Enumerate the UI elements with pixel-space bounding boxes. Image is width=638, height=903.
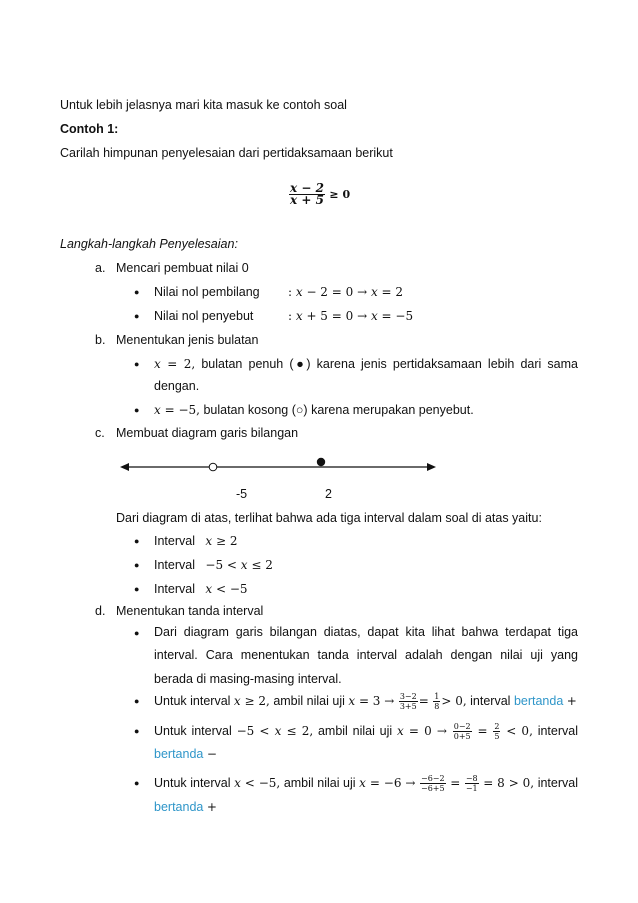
step-a-item2-label: Nilai nol penyebut: [154, 309, 254, 323]
interval-2: [154, 557, 273, 573]
step-b-item2-math: 𝑥 = −5,: [154, 403, 200, 417]
step-b-item1-math: 𝑥 = 2,: [154, 357, 196, 371]
interval-1-label: Interval: [154, 534, 195, 548]
step-b-item1-cont: dengan.: [154, 379, 200, 393]
case-3-frac1: [420, 774, 446, 793]
case-1-interval: 𝑥 ≥ 2,: [233, 694, 270, 708]
interval-1: [154, 533, 238, 549]
task-text: Carilah himpunan penyelesaian dari pertidaksamaan berikut: [60, 146, 393, 160]
case-2-eq: =: [477, 724, 488, 738]
case-3-test: 𝑥 = −6 →: [359, 776, 416, 790]
example-title: Contoh 1:: [60, 122, 119, 136]
case-3-frac2-den: −1: [465, 784, 478, 794]
step-b-item2-text: bulatan kosong (○) karena merupakan penyebut.: [203, 403, 474, 417]
interval-1-math: 𝑥 ≥ 2: [205, 534, 238, 548]
interval-3-label: Interval: [154, 582, 195, 596]
case-2: [154, 719, 578, 743]
case-1-frac2-den: 8: [434, 702, 440, 712]
case-1-frac1-den: 3+5: [399, 702, 417, 712]
bullet-icon: ●: [134, 628, 140, 638]
step-b-item1: [154, 356, 578, 372]
step-a-label: a.: [95, 261, 106, 275]
interval-2-label: Interval: [154, 558, 195, 572]
case-1-text: Untuk interval: [154, 694, 231, 708]
case-2-frac1: [453, 722, 472, 741]
bullet-icon: ●: [134, 696, 140, 706]
case-3-sign: +: [206, 800, 217, 814]
case-3-text: Untuk interval: [154, 776, 231, 790]
case-3-frac1-den: −6+5: [421, 784, 445, 794]
case-3-text3: interval: [537, 776, 578, 790]
main-fraction-num: x − 2: [290, 181, 324, 195]
bullet-icon: ●: [134, 405, 140, 415]
case-3-frac2: [465, 774, 479, 793]
interval-2-math: −5 < 𝑥 ≤ 2: [205, 558, 273, 572]
case-1-test: 𝑥 = 3 →: [348, 694, 395, 708]
bullet-icon: ●: [134, 311, 140, 321]
number-line: [118, 452, 448, 482]
case-3-interval: 𝑥 < −5,: [234, 776, 281, 790]
case-2-sign-word: bertanda: [154, 747, 204, 761]
main-inequality-rel: ≥ 0: [329, 187, 351, 201]
bullet-icon: ●: [134, 359, 140, 369]
open-circle-marker: [209, 463, 217, 471]
case-2-text3: interval: [537, 724, 578, 738]
case-2-frac2: [493, 722, 500, 741]
case-3-text2: ambil nilai uji: [283, 776, 356, 790]
case-2-frac1-num: 0−2: [453, 722, 471, 732]
tick-label-right: 2: [325, 487, 332, 501]
case-3-cont: [154, 799, 217, 815]
case-3-frac2-num: −8: [465, 774, 478, 784]
bullet-icon: ●: [134, 287, 140, 297]
steps-title: Langkah-langkah Penyelesaian:: [60, 237, 238, 251]
filled-circle-marker: [317, 458, 325, 466]
step-c-label: c.: [95, 426, 105, 440]
case-3-result: = 8 > 0,: [483, 776, 535, 790]
step-a-item1-label: Nilai nol pembilang: [154, 285, 260, 299]
bullet-icon: ●: [134, 778, 140, 788]
step-b-label: b.: [95, 333, 106, 347]
step-a-item2-eq: : 𝑥 + 5 = 0 → 𝑥 = −5: [288, 309, 414, 323]
bullet-icon: ●: [134, 584, 140, 594]
case-2-frac2-num: 2: [494, 722, 500, 732]
step-d-para-line1: Dari diagram garis bilangan diatas, dapat kita lihat bahwa terdapat tiga: [154, 625, 578, 639]
step-a-title: Mencari pembuat nilai 0: [116, 261, 249, 275]
tick-label-left: -5: [236, 487, 248, 501]
case-2-test: 𝑥 = 0 →: [397, 724, 447, 738]
case-1-sign-word: bertanda: [513, 694, 564, 708]
case-2-frac2-den: 5: [494, 732, 500, 742]
step-b-title: Menentukan jenis bulatan: [116, 333, 259, 347]
case-2-frac1-den: 0+5: [453, 732, 471, 742]
case-3: [154, 771, 578, 795]
interval-3-math: 𝑥 < −5: [205, 582, 248, 596]
case-1: [154, 689, 577, 713]
main-inequality: [288, 183, 350, 206]
bullet-icon: ●: [134, 560, 140, 570]
step-d-para-line3: berada di masing-masing interval.: [154, 672, 342, 686]
case-2-interval: −5 < 𝑥 ≤ 2,: [236, 724, 314, 738]
step-c-desc: Dari diagram di atas, terlihat bahwa ada tiga interval dalam soal di atas yaitu:: [116, 511, 542, 525]
case-1-eq: =: [418, 694, 429, 708]
case-1-frac2-num: 1: [434, 692, 440, 702]
case-3-frac1-num: −6−2: [421, 774, 445, 784]
case-1-frac2: [433, 692, 440, 711]
case-2-text2: ambil nilai uji: [317, 724, 393, 738]
case-3-eq: =: [450, 776, 461, 790]
case-2-cont: [154, 746, 217, 762]
main-fraction-den: x + 5: [290, 193, 324, 207]
step-a-item1-eq: : 𝑥 − 2 = 0 → 𝑥 = 2: [288, 285, 404, 299]
case-1-text3: interval: [470, 694, 511, 708]
main-fraction: [289, 183, 325, 206]
case-1-text2: ambil nilai uji: [273, 694, 345, 708]
case-1-sign: +: [566, 694, 577, 708]
right-arrow-icon: [427, 463, 436, 471]
case-1-result: > 0,: [441, 694, 467, 708]
bullet-icon: ●: [134, 536, 140, 546]
case-1-frac1: [399, 692, 418, 711]
case-3-sign-word: bertanda: [154, 800, 204, 814]
case-1-frac1-num: 3−2: [399, 692, 417, 702]
step-d-para-line2: interval. Cara menentukan tanda interval adalah dengan nilai uji yang: [154, 648, 578, 662]
step-b-item2: [154, 402, 474, 418]
case-2-result: < 0,: [506, 724, 533, 738]
bullet-icon: ●: [134, 726, 140, 736]
intro-text: Untuk lebih jelasnya mari kita masuk ke contoh soal: [60, 98, 347, 112]
interval-3: [154, 581, 248, 597]
case-2-sign: −: [206, 747, 217, 761]
step-c-title: Membuat diagram garis bilangan: [116, 426, 299, 440]
step-d-title: Menentukan tanda interval: [116, 604, 264, 618]
step-b-item1-text: bulatan penuh (●) karena jenis pertidaksamaan lebih dari sama: [201, 357, 579, 371]
left-arrow-icon: [120, 463, 129, 471]
case-2-text: Untuk interval: [154, 724, 232, 738]
step-d-label: d.: [95, 604, 106, 618]
